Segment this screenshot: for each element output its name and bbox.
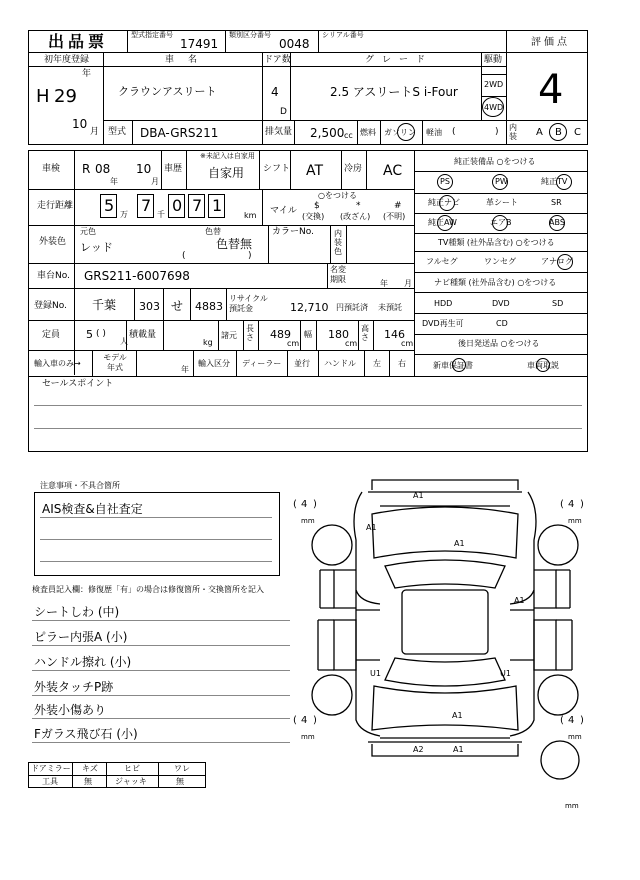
history-label: 車歴 — [164, 164, 183, 174]
mileage-d4: 7 — [192, 196, 203, 215]
import-type-label: 輸入区分 — [198, 359, 230, 368]
dealer-label: ディーラー — [242, 359, 282, 368]
left-label: 左 — [373, 359, 381, 368]
tire-fl-unit: mm — [301, 517, 315, 525]
mark-trunk: A1 — [452, 711, 463, 720]
tire-fr-open: ( — [560, 499, 564, 510]
interior-label: 内装 — [509, 123, 517, 141]
tire-fl-open: ( — [293, 499, 297, 510]
tire-fr-close: ) — [580, 499, 584, 510]
light-oil-paren-close: ) — [495, 127, 499, 137]
handle-label: ハンドル — [324, 359, 356, 368]
repaint-paren-open: ( — [182, 251, 186, 261]
navi-title: ナビ種類 (社外品含む) ○をつける — [434, 278, 557, 287]
capacity-label: 定員 — [42, 330, 61, 340]
tire-rr-value: 4 — [568, 715, 575, 726]
interior-a: A — [536, 127, 543, 138]
mark-right-rear: U1 — [500, 669, 511, 678]
plate-number: 4883 — [195, 300, 223, 313]
orig-color-value: レッド — [80, 241, 113, 254]
mileage-u2: 千 — [157, 210, 165, 219]
tv-title: TV種類 (社外品含む) ○をつける — [438, 238, 555, 247]
recycle-value: 12,710 — [290, 301, 329, 314]
inspection-year: 08 — [95, 162, 111, 176]
equip-tv: 純正TV — [541, 177, 568, 186]
length-label: 長さ — [246, 324, 254, 342]
first-reg-year-unit: 年 — [82, 69, 92, 79]
inspector-note: 検査員記入欄：修復歴「有」の場合は修復箇所・交換箇所を記入 — [32, 585, 264, 594]
drive-2wd: 2WD — [484, 80, 504, 89]
import-label: 輸入車のみ→ — [34, 359, 81, 368]
car-name-value: クラウンアスリート — [118, 85, 217, 98]
recycle-label: リサイクル預託金 — [229, 294, 268, 313]
meter-mile: マイル — [270, 206, 297, 216]
recycle-status: 円預託済 — [336, 303, 368, 312]
parallel-label: 並行 — [294, 359, 310, 368]
equip-pw-circle — [492, 174, 508, 190]
missing-h2: キズ — [82, 764, 98, 773]
tire-rr-close: ) — [580, 715, 584, 726]
navi-cd: CD — [496, 319, 508, 328]
repaint-paren-close: ) — [248, 251, 252, 261]
note-item-6: Fガラス飛び石 (小) — [34, 727, 138, 741]
mark-front-bumper: A1 — [413, 491, 424, 500]
name-change-label: 名変期限 — [330, 265, 346, 284]
inspection-month: 10 — [136, 162, 152, 176]
height-unit: cm — [401, 339, 414, 348]
page-title: 出品票 — [48, 32, 109, 51]
plate-area: 千葉 — [92, 298, 117, 312]
grade-value: 2.5 アスリートS i-Four — [330, 85, 458, 99]
history-note: ※未記入は自家用 — [200, 152, 255, 160]
fuel-value: ガソリン — [384, 128, 416, 137]
recycle-unpaid: 未預託 — [378, 303, 402, 312]
tire-fl-value: 4 — [301, 499, 308, 510]
equip-leather: 革シート — [486, 198, 518, 207]
spare-wheel-icon — [538, 738, 582, 782]
equip-abs-circle — [549, 215, 565, 231]
fuel-circle — [397, 123, 415, 141]
score-label: 評価点 — [531, 37, 570, 48]
doors-label: ドア数 — [264, 55, 291, 65]
color-no-label: カラーNo. — [272, 227, 314, 237]
missing-r4: 無 — [176, 777, 184, 786]
inspection-month-unit: 月 — [151, 177, 159, 186]
height-value: 146 — [384, 328, 405, 341]
tire-rl-unit: mm — [301, 733, 315, 741]
doors-sub: D — [280, 107, 287, 117]
equip-navi: 純正ナビ — [428, 198, 460, 207]
mileage-u1: 万 — [120, 210, 128, 219]
first-reg-label: 初年度登録 — [44, 55, 90, 65]
load-unit: kg — [203, 338, 213, 347]
first-reg-era: H — [36, 86, 50, 107]
note-item-3: ハンドル擦れ (小) — [34, 655, 132, 669]
equip-sr: SR — [551, 198, 562, 207]
orig-color-label: 元色 — [80, 227, 96, 236]
grade-label: グレード — [365, 55, 434, 65]
serial-label: シリアル番号 — [322, 31, 364, 39]
equip-airbag: エアB — [490, 218, 512, 227]
tire-rl-open: ( — [293, 715, 297, 726]
tv-fullseg: フルセグ — [426, 257, 458, 266]
model-label: 型式 — [108, 127, 127, 137]
interior-b: B — [555, 127, 562, 138]
mileage-d3: 0 — [172, 196, 183, 215]
chassis-value: GRS211-6007698 — [84, 269, 190, 283]
equip-ps: PS — [440, 177, 450, 186]
tire-rr-unit: mm — [568, 733, 582, 741]
width-value: 180 — [328, 328, 349, 341]
interior-b-circle — [549, 123, 567, 141]
equip-aw-circle — [437, 215, 453, 231]
tire-rr-open: ( — [560, 715, 564, 726]
name-change-year: 年 — [380, 279, 388, 288]
capacity-unit: 人 — [120, 337, 128, 346]
repaint-label: 色替 — [205, 227, 221, 236]
navi-sd: SD — [552, 299, 564, 308]
tire-fl-close: ) — [313, 499, 317, 510]
missing-r1: 工具 — [42, 777, 58, 786]
shift-label: シフト — [263, 164, 291, 174]
model-year-unit: 年 — [181, 365, 189, 374]
score-value: 4 — [538, 67, 564, 113]
interior-c: C — [574, 127, 581, 138]
mileage-unit: km — [244, 211, 257, 220]
inspection-era: R — [82, 162, 91, 176]
model-value: DBA-GRS211 — [140, 126, 219, 140]
mileage-d1: 5 — [104, 196, 115, 215]
mileage-d5: 1 — [212, 196, 223, 215]
model-cert-label: 型式指定番号 — [131, 31, 173, 39]
inspection-label: 車検 — [42, 164, 61, 174]
inspection-year-unit: 年 — [110, 177, 118, 186]
missing-h3: ヒビ — [124, 764, 140, 773]
first-reg-month: 10 — [72, 117, 88, 131]
model-year-label: モデル年式 — [103, 353, 127, 372]
plate-class: 303 — [139, 300, 160, 313]
fuel-label: 燃料 — [360, 128, 376, 137]
first-reg-year: 29 — [54, 86, 77, 107]
dim-label: 諸元 — [221, 331, 237, 340]
equip-navi-circle — [439, 195, 455, 211]
interior-color-label: 内装色 — [334, 229, 342, 256]
mark-front-left-fender: A1 — [366, 523, 377, 532]
later-warranty-circle — [452, 358, 466, 372]
navi-dvd-play: DVD再生可 — [422, 319, 464, 328]
later-manual-circle — [536, 358, 550, 372]
mark-hood: A1 — [454, 539, 465, 548]
caution-title: 注意事項・不具合箇所 — [40, 481, 120, 490]
equip-ps-circle — [437, 174, 453, 190]
chassis-label: 車台No. — [37, 271, 70, 281]
plate-kana: せ — [171, 299, 184, 313]
meter-star: * — [356, 201, 361, 211]
width-unit: cm — [345, 339, 358, 348]
equip-aw: 純正AW — [428, 218, 457, 227]
missing-r3: ジャッキ — [115, 777, 147, 786]
displacement-unit: cc — [344, 131, 353, 140]
car-name-label: 車名 — [165, 55, 212, 65]
note-item-2: ピラー内張A (小) — [34, 630, 128, 644]
category-value: 0048 — [279, 37, 310, 51]
model-cert-value: 17491 — [180, 37, 219, 51]
caution-text: AIS検査&自社査定 — [42, 502, 143, 516]
note-item-1: シートしわ (中) — [34, 605, 120, 619]
drive-label: 駆動 — [484, 55, 503, 65]
color-label: 外装色 — [39, 237, 67, 247]
tv-analog: アナログ — [541, 257, 573, 266]
sales-point-label: セールスポイント — [42, 379, 114, 389]
cooling-label: 冷房 — [344, 164, 363, 174]
category-label: 類別区分番号 — [229, 31, 271, 39]
equip-abs: ABS — [549, 218, 565, 227]
mark-rear-bumper-a1: A1 — [453, 745, 464, 754]
plate-label: 登録No. — [34, 301, 67, 311]
equip-pw: PW — [495, 177, 508, 186]
name-change-month: 月 — [404, 279, 412, 288]
later-title: 後日発送品 ○をつける — [458, 339, 540, 348]
drive-4wd-circle — [482, 97, 504, 117]
note-item-5: 外装小傷あり — [34, 703, 107, 717]
load-label: 積載量 — [129, 330, 157, 340]
displacement-value: 2,500 — [310, 126, 345, 140]
missing-h1: ドアミラー — [31, 764, 71, 773]
meter-circle-note: ○をつける — [318, 191, 357, 200]
capacity-value: 5 — [86, 328, 93, 341]
car-diagram — [290, 470, 590, 770]
tire-fr-unit: mm — [568, 517, 582, 525]
mark-left-rear: U1 — [370, 669, 381, 678]
mark-right-door: A1 — [514, 596, 525, 605]
navi-hdd: HDD — [434, 299, 453, 308]
length-value: 489 — [270, 328, 291, 341]
repaint-value: 色替無 — [216, 237, 253, 251]
meter-unknown: (不明) — [383, 212, 406, 221]
cooling-value: AC — [383, 163, 403, 179]
tire-rl-value: 4 — [301, 715, 308, 726]
first-reg-month-unit: 月 — [90, 127, 100, 137]
displacement-label: 排気量 — [265, 127, 293, 137]
light-oil-label: 軽油 — [426, 128, 442, 137]
tire-fr-value: 4 — [568, 499, 575, 510]
tv-oneseg: ワンセグ — [484, 257, 516, 266]
genuine-title: 純正装備品 ○をつける — [454, 157, 536, 166]
tire-rl-close: ) — [313, 715, 317, 726]
later-warranty: 新車保証書 — [433, 361, 473, 370]
spare-unit: mm — [565, 802, 579, 810]
missing-r2: 無 — [84, 777, 92, 786]
history-value: 自家用 — [208, 166, 245, 180]
right-label: 右 — [398, 359, 406, 368]
navi-dvd: DVD — [492, 299, 510, 308]
doors-value: 4 — [271, 85, 279, 99]
length-unit: cm — [287, 339, 300, 348]
meter-exchange: (交換) — [302, 212, 325, 221]
mark-rear-bumper-a2: A2 — [413, 745, 424, 754]
light-oil-paren-open: ( — [452, 127, 456, 137]
tv-analog-circle — [557, 254, 573, 270]
equip-tv-circle — [556, 174, 572, 190]
width-label: 幅 — [304, 330, 312, 339]
mileage-d2: 7 — [141, 196, 152, 215]
meter-hash: # — [394, 201, 402, 211]
equip-airbag-circle — [492, 215, 508, 231]
meter-tamper: (改ざん) — [340, 212, 371, 221]
height-label: 高さ — [361, 324, 369, 342]
meter-dollar: $ — [314, 201, 320, 211]
later-manual: 車両取説 — [527, 361, 559, 370]
capacity-paren: ( ) — [96, 329, 106, 339]
mileage-label: 走行距離 — [37, 201, 74, 211]
shift-value: AT — [306, 163, 324, 179]
note-item-4: 外装タッチP跡 — [34, 680, 114, 694]
drive-4wd: 4WD — [484, 103, 504, 112]
missing-h4: ワレ — [174, 764, 190, 773]
